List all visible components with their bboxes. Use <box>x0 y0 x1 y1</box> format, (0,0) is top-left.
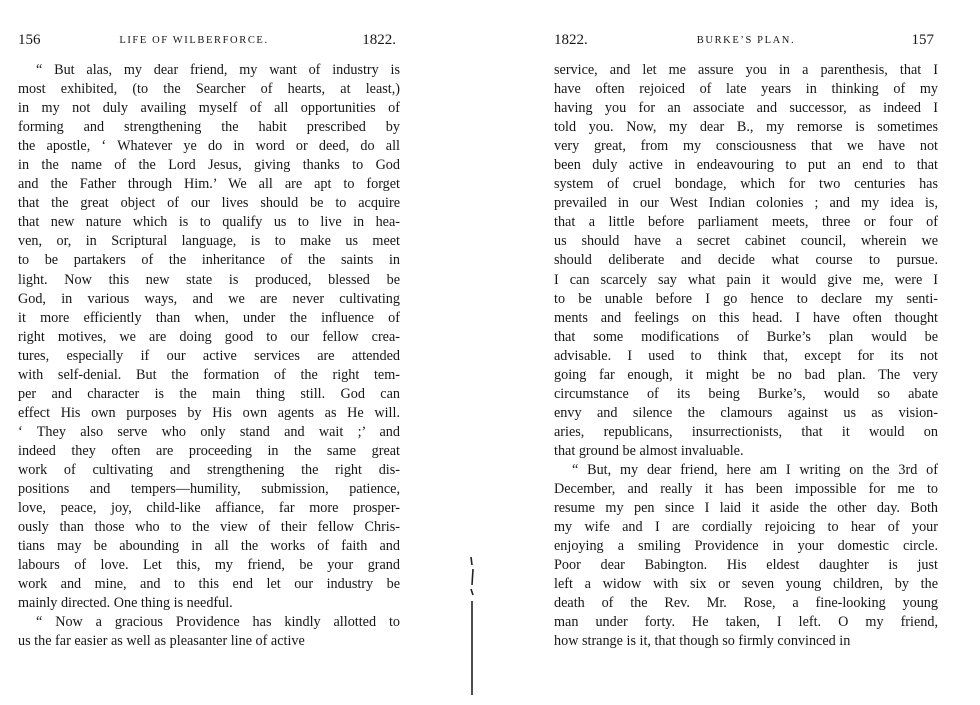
text-line: ven, or, in Scriptural language, is to make us meet <box>18 233 400 250</box>
text-line: mainly directed. One thing is needful. <box>18 595 233 612</box>
text-line: with self-denial. But the formation of the right tem- <box>18 366 400 383</box>
text-line: us the far easier as well as pleasanter line of active <box>18 633 305 650</box>
text-line: ously than those who to the view of their fellow Chris- <box>18 519 400 536</box>
text-line: labours of love. Let this, my friend, be your grand <box>18 557 400 574</box>
left-page-body <box>18 61 400 651</box>
text-line: envy and silence the clamours against us as vision- <box>554 404 938 421</box>
text-line: I can scarcely say what pain it would give me, were I <box>554 271 938 288</box>
text-line: have often rejoiced of late years in thinking of my <box>554 81 938 98</box>
text-line: advisable. I used to think that, except for its not <box>554 347 938 364</box>
text-line: circumstance of its being Burke’s, would so abate <box>554 385 938 402</box>
text-line: “ Now a gracious Providence has kindly allotted to <box>36 614 400 631</box>
right-page-body <box>554 61 938 651</box>
text-line: December, and really it has been impossible for me to <box>554 481 938 498</box>
left-page-header <box>18 32 400 54</box>
text-line: aries, republicans, insurrectionists, that it would on <box>554 423 938 440</box>
text-line: the apostle, ‘ Whatever ye do in word or deed, do all <box>18 138 400 155</box>
left-page-year: 1822. <box>362 32 396 48</box>
text-line: that some modifications of Burke’s plan would be <box>554 328 938 345</box>
text-line: us should have a secret cabinet council, wherein we <box>554 233 938 250</box>
right-page-header <box>554 32 938 54</box>
text-line: should deliberate and decide what course to pursue. <box>554 252 938 269</box>
text-line: in the name of the Lord Jesus, giving thanks to God <box>18 157 400 174</box>
text-line: going far enough, it might be no bad plan. The very <box>554 366 938 383</box>
text-line: positions and tempers—humility, submission, patience, <box>18 481 400 498</box>
text-line: having you for an associate and successor, as indeed I <box>554 100 938 117</box>
text-line: system of cruel bondage, which for two centuries has <box>554 176 938 193</box>
text-line: that a little before parliament meets, three or four of <box>554 214 938 231</box>
text-line: prevailed in our West Indian colonies ; and my idea is, <box>554 195 938 212</box>
text-line: forming and strengthening the habit prescribed by <box>18 119 400 136</box>
left-page <box>18 0 400 705</box>
text-line: light. Now this new state is produced, blessed be <box>18 271 400 288</box>
left-page-number: 156 <box>18 32 41 48</box>
text-line: and the Father through Him.’ We all are apt to forget <box>18 176 400 193</box>
text-line: tures, especially if our active services are attended <box>18 347 400 364</box>
right-page-number: 157 <box>911 32 934 48</box>
text-line: right motives, we are doing good to our fellow crea- <box>18 328 400 345</box>
text-line: man under forty. He taken, I left. O my friend, <box>554 614 938 631</box>
left-running-title: LIFE OF WILBERFORCE. <box>119 35 269 46</box>
text-line: per and character is the main thing still. God can <box>18 385 400 402</box>
text-line: that the great object of our lives should be to acquire <box>18 195 400 212</box>
text-line: death of the Rev. Mr. Rose, a fine-looking young <box>554 595 938 612</box>
text-line: to be unable before I go hence to declare my senti- <box>554 290 938 307</box>
text-line: that new nature which is to qualify us to live in hea- <box>18 214 400 231</box>
right-running-title: BURKE’S PLAN. <box>696 35 796 46</box>
text-line: how strange is it, that though so firmly convinced in <box>554 633 851 650</box>
text-line: work and mine, and to this end let our industry be <box>18 576 400 593</box>
text-line: it more efficiently than when, under the influence of <box>18 309 400 326</box>
text-line: enjoying a smiling Providence in your domestic circle. <box>554 538 938 555</box>
text-line: very great, from my consciousness that we have not <box>554 138 938 155</box>
text-line: “ But alas, my dear friend, my want of industry is <box>36 62 400 78</box>
text-line: service, and let me assure you in a parenthesis, that I <box>554 62 938 78</box>
text-line: left a widow with six or seven young children, by the <box>554 576 938 593</box>
text-line: indeed they often are proceeding in the same great <box>18 442 400 459</box>
text-line: God, in various ways, and we are never cultivating <box>18 290 400 307</box>
text-line: been duly active in endeavouring to put an end to that <box>554 157 938 174</box>
text-line: “ But, my dear friend, here am I writing on the 3rd of <box>572 461 938 478</box>
text-line: told you. Now, my dear B., my remorse is sometimes <box>554 119 938 136</box>
text-line: effect His own purposes by His own agents as He will. <box>18 404 400 421</box>
text-line: love, peace, joy, child-like affiance, far more prosper- <box>18 500 400 517</box>
text-line: my wife and I are cordially rejoicing to hear of your <box>554 519 938 536</box>
text-line: Poor dear Babington. His eldest daughter is just <box>554 557 938 574</box>
text-line: ments and feelings on this head. I have often thought <box>554 309 938 326</box>
text-line: in my not duly availing myself of all opportunities of <box>18 100 400 117</box>
text-line: to be partakers of the inheritance of the saints in <box>18 252 400 269</box>
text-line: ‘ They also serve who only stand and wait ;’ and <box>18 423 400 440</box>
text-line: that ground be almost invaluable. <box>554 442 744 459</box>
text-line: most exhibited, (to the Searcher of hearts, at least,) <box>18 81 400 98</box>
text-line: tians may be abounding in all the works of faith and <box>18 538 400 555</box>
text-line: work of cultivating and strengthening the right dis- <box>18 461 400 478</box>
right-page <box>554 0 938 705</box>
right-page-year: 1822. <box>554 32 588 48</box>
text-line: resume my pen since I laid it aside the other day. Both <box>554 500 938 517</box>
binding-mark-icon <box>467 555 477 695</box>
